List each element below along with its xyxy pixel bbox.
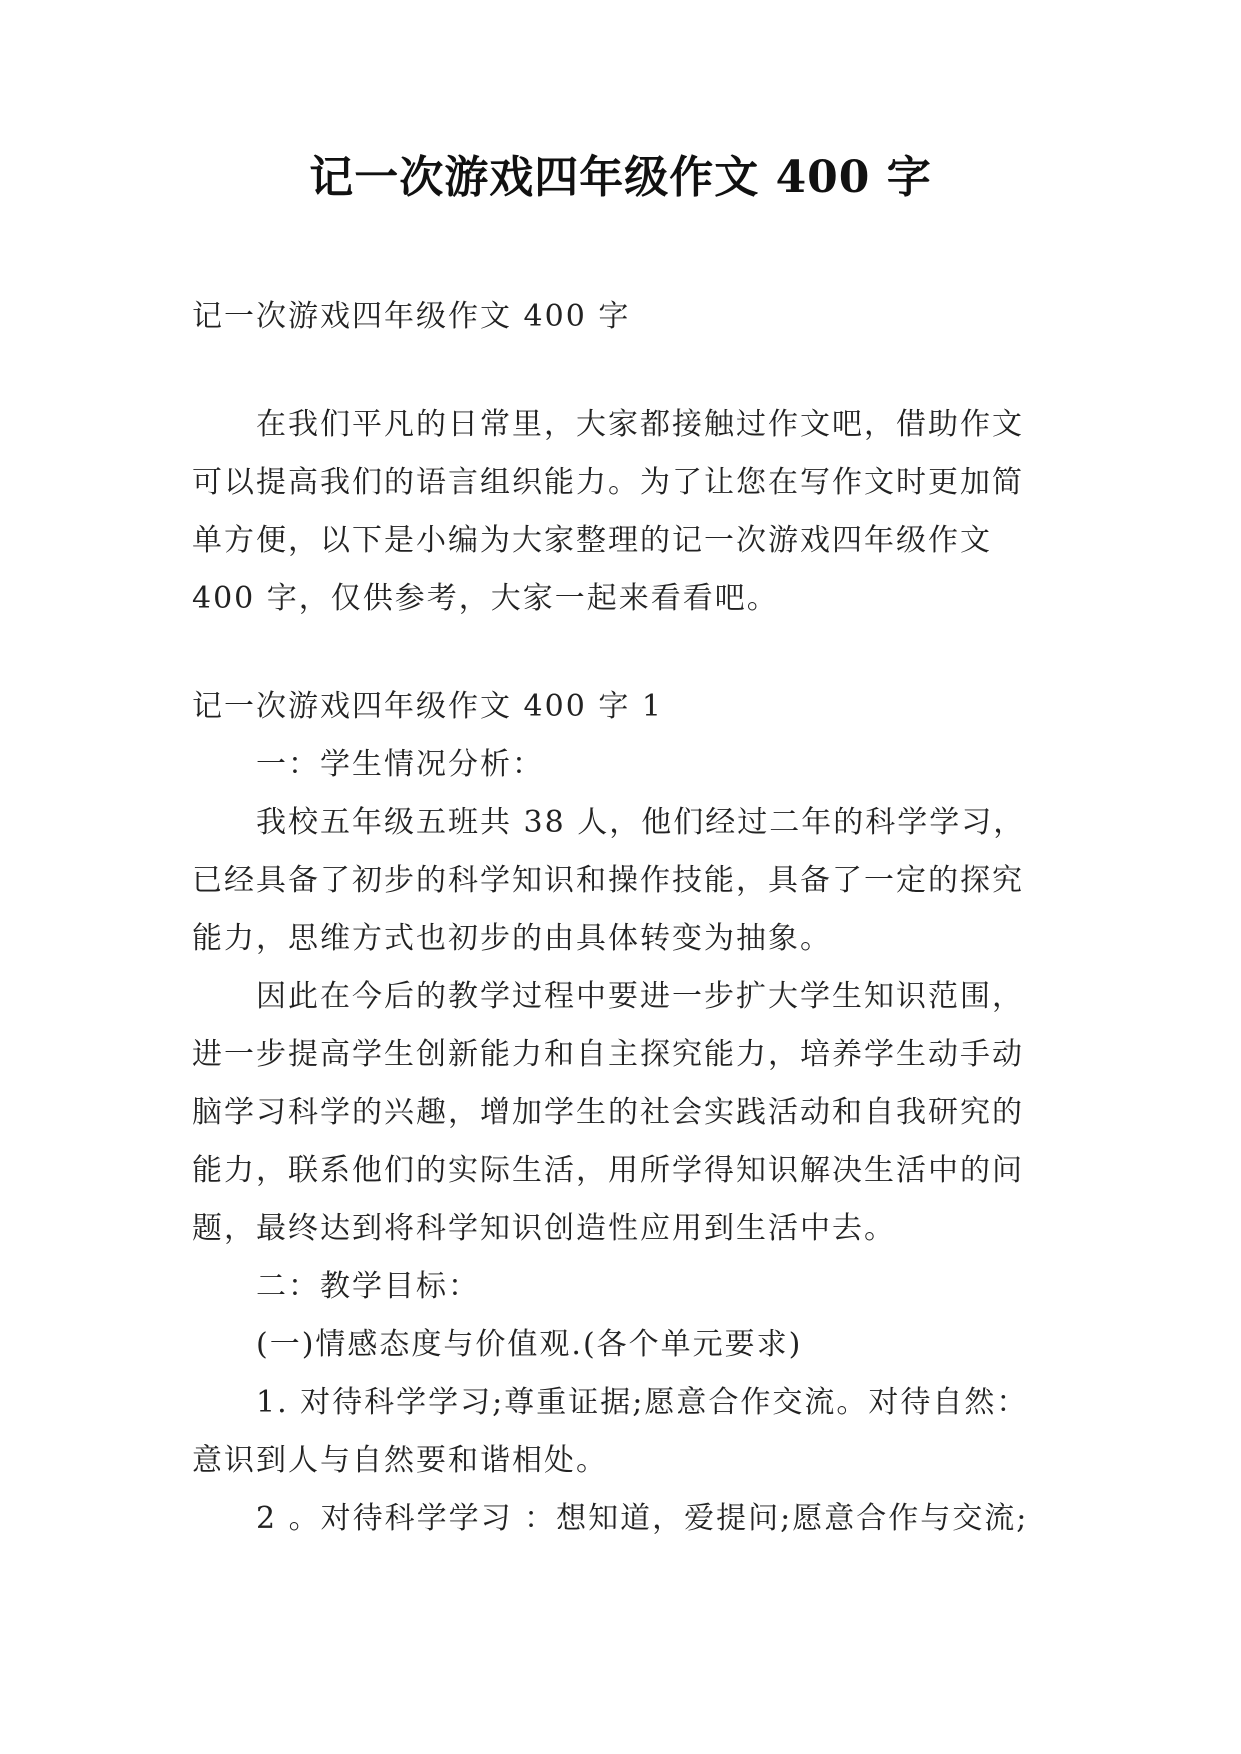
document-title: 记一次游戏四年级作文 400 字 [309,152,932,203]
body-paragraph: 我校五年级五班共 38 人，他们经过二年的科学学习，已经具备了初步的科学知识和操作技能，具备了一定的探究能力，思维方式也初步的由具体转变为抽象。 [192,805,1026,956]
section-heading: 记一次游戏四年级作文 400 字 1 [192,689,663,724]
spacer [192,628,1054,678]
intro-paragraph: 在我们平凡的日常里，大家都接触过作文吧，借助作文可以提高我们的语言组织能力。为了让您在写作文时更加简单方便，以下是小编为大家整理的记一次游戏四年级作文 400 字，仅供参考，大家一起来看看吧。 [192,407,1024,616]
document-body [192,288,1054,1548]
document-subtitle: 记一次游戏四年级作文 400 字 [192,299,631,334]
body-paragraph: 2 。对待科学学习 ：想知道，爱提问;愿意合作与交流; [256,1501,1029,1536]
body-paragraph: (一)情感态度与价值观.(各个单元要求) [256,1327,803,1362]
body-paragraph: 二：教学目标： [256,1269,480,1304]
body-paragraph: 1. 对待科学学习;尊重证据;愿意合作交流。对待自然：意识到人与自然要和谐相处。 [192,1385,1029,1478]
body-paragraph: 一：学生情况分析： [256,747,544,782]
spacer [192,346,1054,396]
body-paragraph: 因此在今后的教学过程中要进一步扩大学生知识范围，进一步提高学生创新能力和自主探究能力，培养学生动手动脑学习科学的兴趣，增加学生的社会实践活动和自我研究的能力，联系他们的实际生活，用所学得知识解决生活中的问题，最终达到将科学知识创造性应用到生活中去。 [192,979,1024,1246]
